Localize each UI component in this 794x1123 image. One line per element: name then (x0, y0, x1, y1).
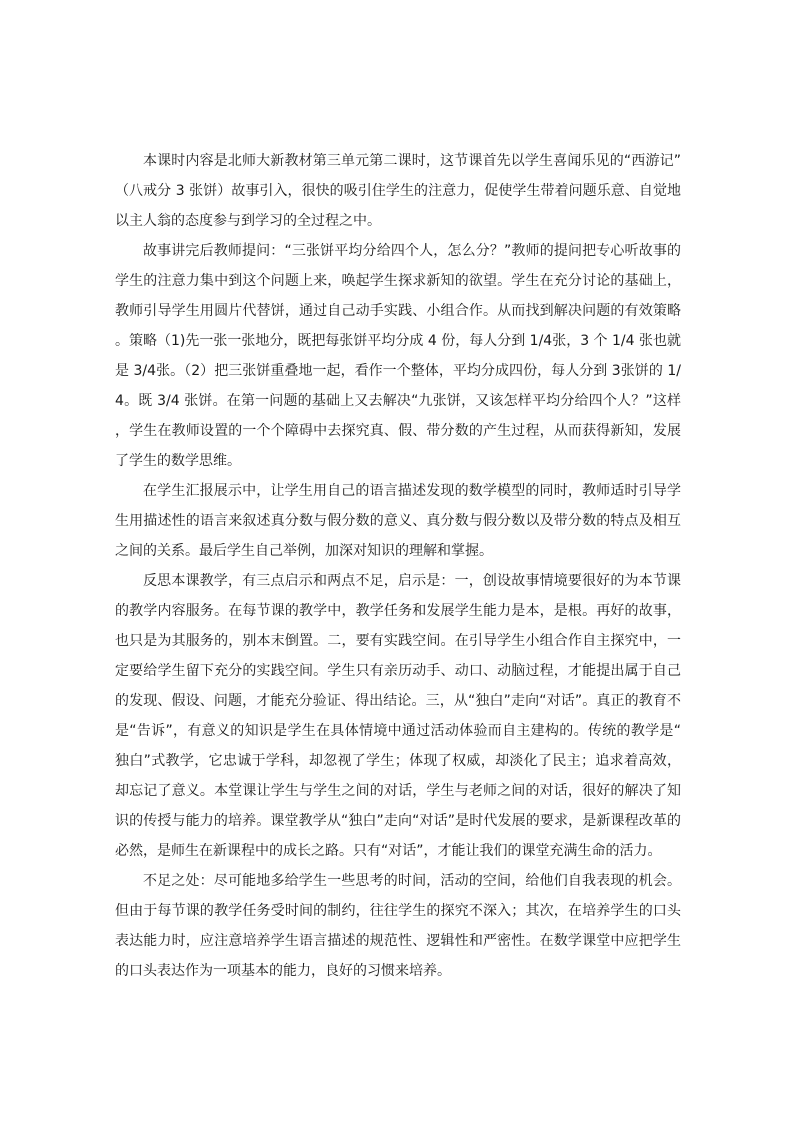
paragraph-story-question: 故事讲完后教师提问：“三张饼平均分给四个人，怎么分？”教师的提问把专心听故事的学生的注意力集中到这个问题上来，唤起学生探求新知的欲望。学生在充分讨论的基础上，教师引导学生用圆片代替饼，通过自己动手实践、小组合作。从而找到解决问题的有效策略。策略（1)先一张一张地分，既把每张饼平均分成 4 份，每人分到 1/4张，3 个 1/4 张也就是 3/4张。（2）把三张饼重叠地一起，看作一个整体，平均分成四份，每人分到 3张饼的 1/4。既 3/4 张饼。在第一问题的基础上又去解决“九张饼，又该怎样平均分给四个人？”这样，学生在教师设置的一个个障碍中去探究真、假、带分数的产生过程，从而获得新知，发展了学生的数学思维。 (115, 243, 681, 469)
paragraph-reflection: 反思本课教学，有三点启示和两点不足，启示是：一，创设故事情境要很好的为本节课的教学内容服务。在每节课的教学中，教学任务和发展学生能力是本，是根。再好的故事，也只是为其服务的，别本末倒置。二，要有实践空间。在引导学生小组合作自主探究中，一定要给学生留下充分的实践空间。学生只有亲历动手、动口、动脑过程，才能提出属于自己的发现、假设、问题，才能充分验证、得出结论。三，从“独白”走向“对话”。真正的教育不是“告诉”，有意义的知识是学生在具体情境中通过活动体验而自主建构的。传统的教学是“独白”式教学，它忠诚于学科，却忽视了学生；体现了权威，却淡化了民主；追求着高效，却忘记了意义。本堂课让学生与学生之间的对话，学生与老师之间的对话，很好的解决了知识的传授与能力的培养。课堂教学从“独白”走向“对话”是时代发展的要求，是新课程改革的必然，是师生在新课程中的成长之路。只有“对话”，才能让我们的课堂充满生命的活力。 (115, 573, 681, 859)
document-body (115, 146, 681, 986)
paragraph-student-report: 在学生汇报展示中，让学生用自己的语言描述发现的数学模型的同时，教师适时引导学生用描述性的语言来叙述真分数与假分数的意义、真分数与假分数以及带分数的特点及相互之间的关系。最后学生自己举例，加深对知识的理解和掌握。 (115, 483, 681, 559)
paragraph-intro: 本课时内容是北师大新教材第三单元第二课时，这节课首先以学生喜闻乐见的“西游记”（八戒分 3 张饼）故事引入，很快的吸引住学生的注意力，促使学生带着问题乐意、自觉地以主人翁的态度参与到学习的全过程之中。 (115, 153, 681, 229)
paragraph-shortcomings: 不足之处：尽可能地多给学生一些思考的时间，活动的空间，给他们自我表现的机会。但由于每节课的教学任务受时间的制约，往往学生的探究不深入；其次，在培养学生的口头表达能力时，应注意培养学生语言描述的规范性、逻辑性和严密性。在数学课堂中应把学生的口头表达作为一项基本的能力，良好的习惯来培养。 (115, 873, 681, 979)
